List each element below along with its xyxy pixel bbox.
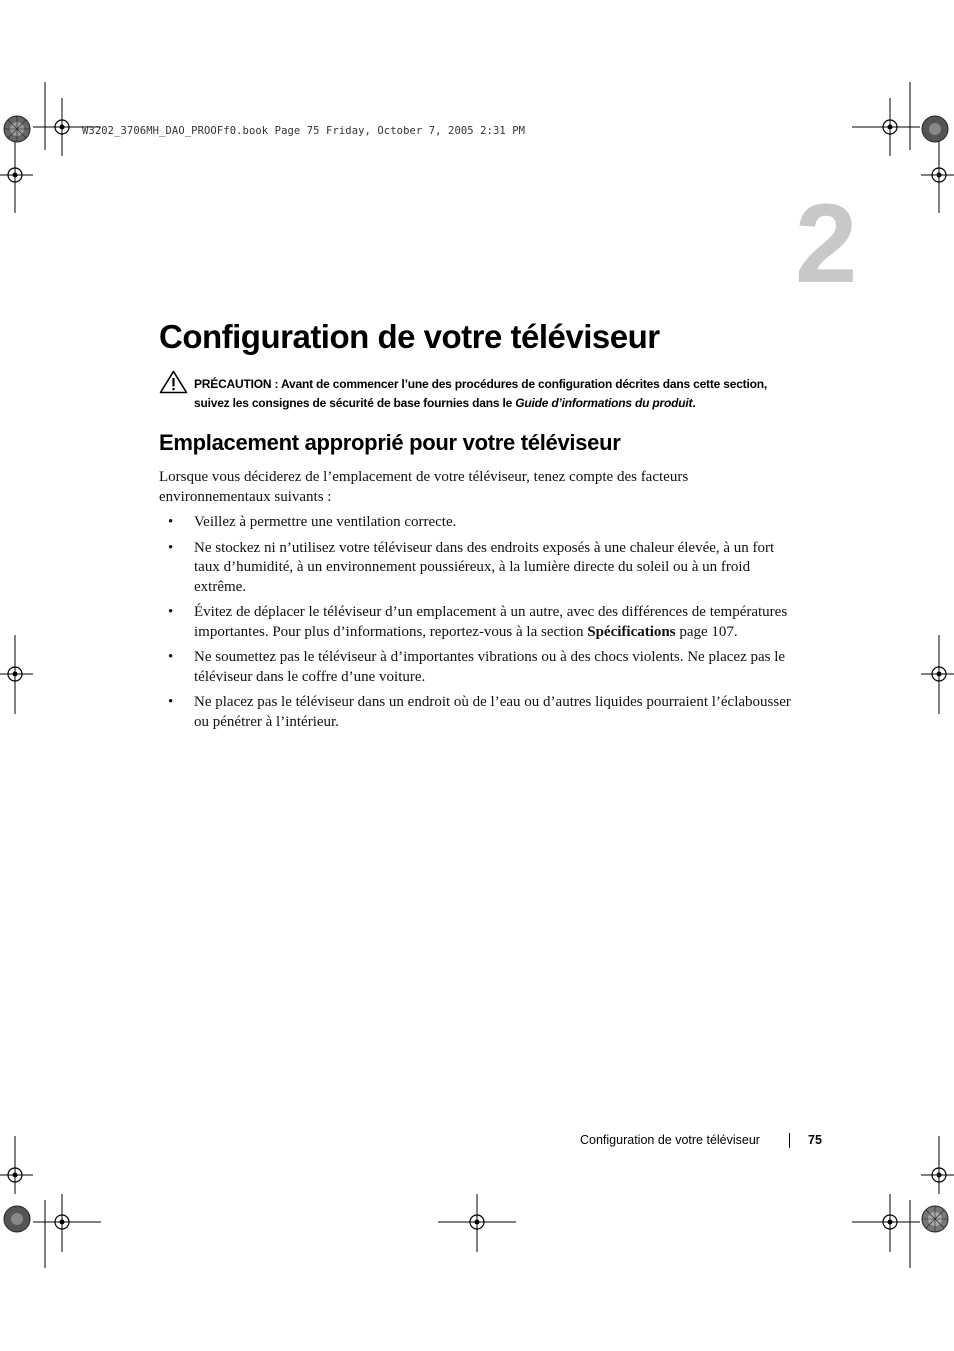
caution-text <box>194 375 794 413</box>
guide-title: Guide d’informations du produit <box>515 396 693 410</box>
bullet-glyph: • <box>168 694 174 710</box>
list-item-text: page 107. <box>675 623 738 640</box>
caution-end: . <box>692 396 696 410</box>
print-slug-line: W3202_3706MH_DAO_PROOFf0.book Page 75 Friday, October 7, 2005 2:31 PM <box>82 125 526 137</box>
list-item <box>159 603 799 642</box>
list-item-text: Veillez à permettre une ventilation correcte. <box>194 514 457 530</box>
list-item-text: Ne stockez ni n’utilisez votre téléviseur dans des endroits exposés à une chaleur élevée, à un fort taux d’humidité, à un environnement poussiéreux, à la lumière directe du soleil ou à un froid extrême. <box>194 539 775 595</box>
list-item <box>159 648 799 687</box>
list-item <box>159 693 799 732</box>
list-item-text: Ne placez pas le téléviseur dans un endroit où de l’eau ou d’autres liquides pourraient l’éclabousser ou pénétrer à l’intérieur. <box>194 694 791 730</box>
warning-triangle-icon <box>159 370 188 394</box>
caution-label: PRÉCAUTION : <box>194 377 279 391</box>
section-intro: Lorsque vous déciderez de l’emplacement de votre téléviseur, tenez compte des facteurs environnementaux suivants : <box>159 469 689 505</box>
caution-body: Avant de commencer l’une des procédures de configuration décrites dans cette section, suivez les consignes de sécurité de base fournies dans le <box>194 377 767 410</box>
page-number: 75 <box>808 1133 822 1147</box>
bullet-glyph: • <box>168 604 174 620</box>
environment-factors-list <box>159 513 799 738</box>
bullet-glyph: • <box>168 514 174 530</box>
specifications-reference: Spécifications <box>587 623 676 640</box>
section-title: Emplacement approprié pour votre téléviseur <box>159 430 621 455</box>
footer-chapter-title: Configuration de votre téléviseur <box>580 1133 760 1147</box>
bullet-glyph: • <box>168 649 174 665</box>
list-item-text: Évitez de déplacer le téléviseur d’un emplacement à un autre, avec des différences de températures importantes. Pour plus d’informations, reportez-vous à la section <box>194 604 788 640</box>
footer-divider <box>789 1133 790 1148</box>
list-item <box>159 513 799 533</box>
list-item-text: Ne soumettez pas le téléviseur à d’importantes vibrations ou à des chocs violents. Ne placez pas le téléviseur dans le coffre d’une voiture. <box>194 649 786 685</box>
chapter-number: 2 <box>795 181 858 306</box>
bullet-glyph: • <box>168 539 174 556</box>
list-item <box>159 539 799 598</box>
chapter-title: Configuration de votre téléviseur <box>159 318 660 355</box>
